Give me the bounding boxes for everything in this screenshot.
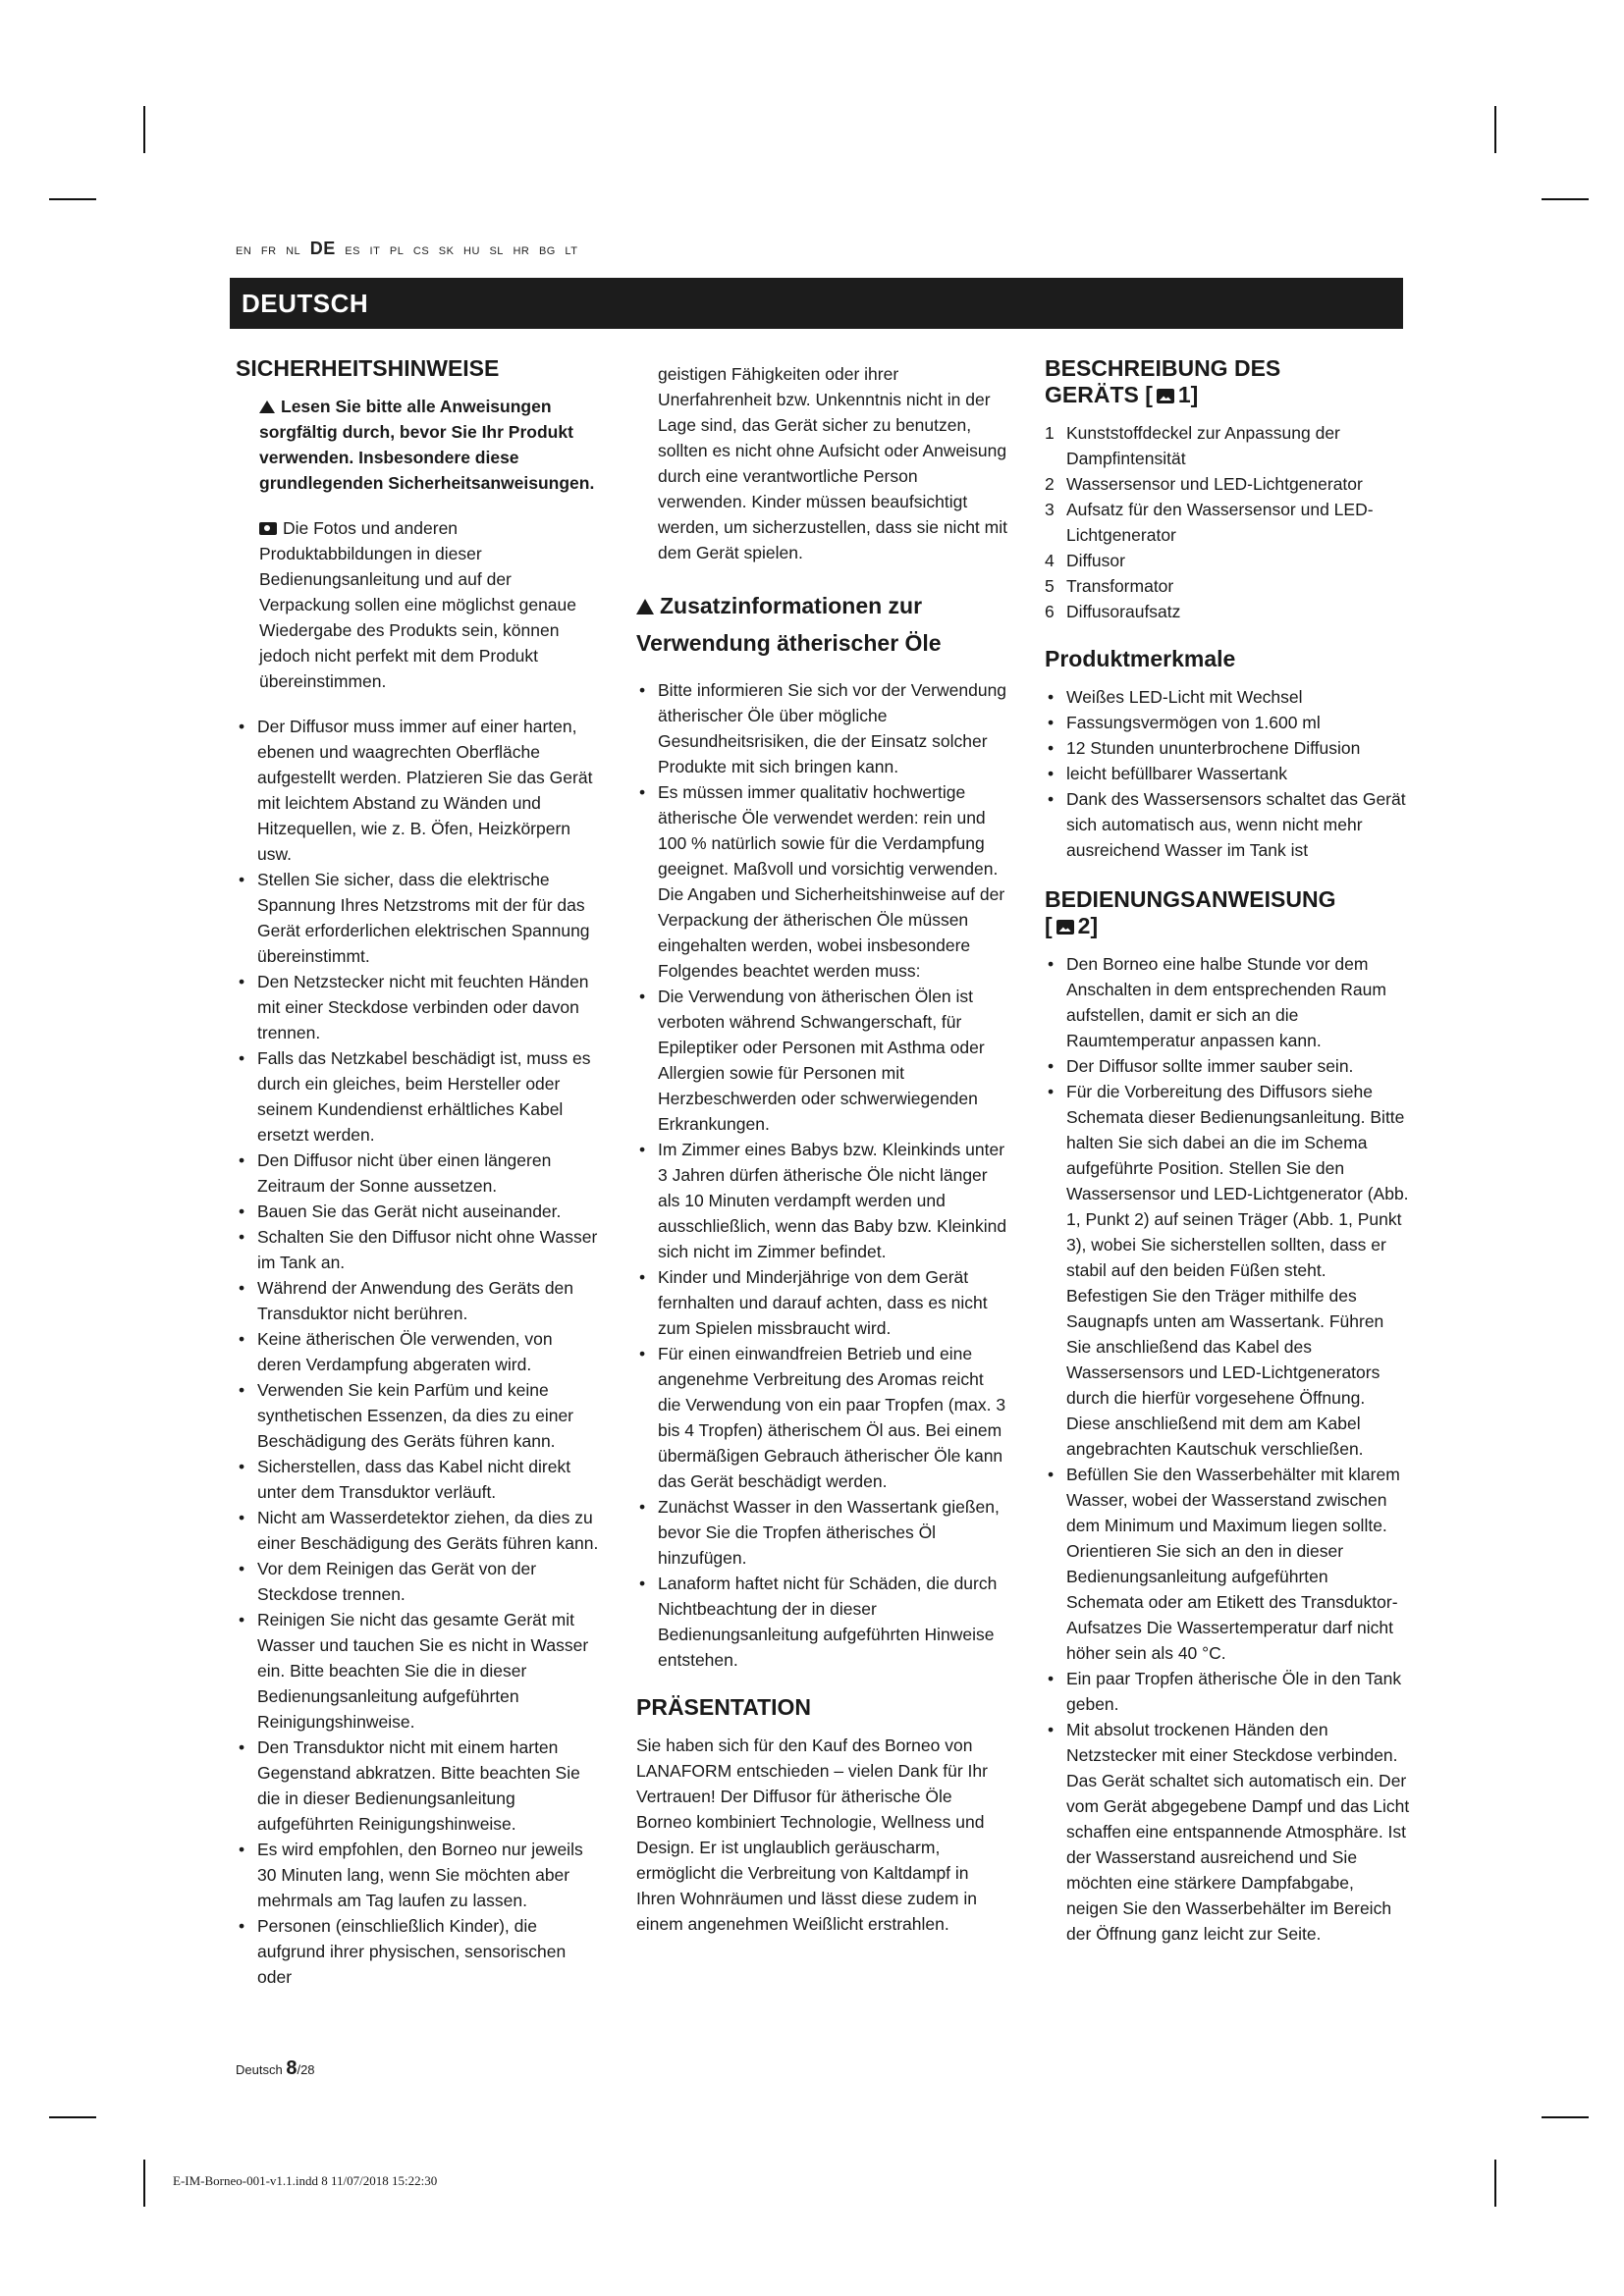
safety-warning xyxy=(259,394,599,496)
column-description xyxy=(1045,355,1410,1947)
usage-heading-line1: BEDIENUNGSANWEISUNG xyxy=(1045,886,1336,912)
page-title: DEUTSCH xyxy=(242,289,369,318)
list-item: • leicht befüllbarer Wassertank xyxy=(1045,761,1410,786)
lang-code: ES xyxy=(345,245,360,257)
lang-code: LT xyxy=(565,245,578,257)
camera-icon xyxy=(259,522,277,535)
list-item: • Lanaform haftet nicht für Schäden, die durch Nichtbeachtung der in dieser Bedienungsanleitung aufgeführten Hinweise entstehen. xyxy=(636,1571,1007,1673)
list-item: • Es wird empfohlen, den Borneo nur jeweils 30 Minuten lang, wenn Sie möchten aber mehrmals am Tag laufen zu lassen. xyxy=(236,1837,599,1913)
lang-code: SL xyxy=(489,245,504,257)
section-title-bar xyxy=(230,278,1403,329)
list-item xyxy=(1045,420,1410,471)
list-item: • Schalten Sie den Diffusor nicht ohne Wasser im Tank an. xyxy=(236,1224,599,1275)
list-item: • Es müssen immer qualitativ hochwertige ätherische Öle verwendet werden: rein und 100 % natürlich sowie für die Verdampfung geeignet. Maßvoll und vorsichtig verwenden. Die Angaben und Sicherheitshinweise auf der Verpackung der ätherischen Öle müssen eingehalten werden, wobei insbesondere Folgendes beachtet werden muss: xyxy=(636,779,1007,984)
part-label: Kunststoffdeckel zur Anpassung der Dampfintensität xyxy=(1066,423,1340,468)
list-item: • Ein paar Tropfen ätherische Öle in den Tank geben. xyxy=(1045,1666,1410,1717)
list-item: • Nicht am Wasserdetektor ziehen, da dies zu einer Beschädigung des Geräts führen kann. xyxy=(236,1505,599,1556)
list-item xyxy=(1045,497,1410,548)
part-number: 6 xyxy=(1045,602,1055,621)
usage-heading xyxy=(1045,886,1410,939)
image-icon xyxy=(1056,920,1074,934)
lang-code: EN xyxy=(236,245,252,257)
part-number: 5 xyxy=(1045,576,1055,596)
list-item: • Fassungsvermögen von 1.600 ml xyxy=(1045,710,1410,735)
list-item: • Verwenden Sie kein Parfüm und keine synthetischen Essenzen, da dies zu einer Beschädigung des Geräts führen kann. xyxy=(236,1377,599,1454)
lang-code: NL xyxy=(286,245,301,257)
usage-heading-line2: [ xyxy=(1045,913,1053,938)
list-item: • Den Transduktor nicht mit einem harten Gegenstand abkratzen. Bitte beachten Sie die in dieser Bedienungsanleitung aufgeführten Reinigungshinweise. xyxy=(236,1735,599,1837)
part-number: 3 xyxy=(1045,500,1055,519)
usage-list xyxy=(1045,951,1410,1947)
list-item: • Der Diffusor sollte immer sauber sein. xyxy=(1045,1053,1410,1079)
photo-note xyxy=(259,515,599,694)
list-item: • Den Borneo eine halbe Stunde vor dem Anschalten in dem entsprechenden Raum aufstellen, damit er sich an die Raumtemperatur anpassen kann. xyxy=(1045,951,1410,1053)
features-heading: Produktmerkmale xyxy=(1045,646,1236,671)
list-item: • Weißes LED-Licht mit Wechsel xyxy=(1045,684,1410,710)
column-oils xyxy=(636,361,1007,1937)
part-number: 1 xyxy=(1045,423,1055,443)
list-item xyxy=(1045,573,1410,599)
lang-code-active: DE xyxy=(309,239,336,258)
photo-note-text: Die Fotos und anderen Produktabbildungen in dieser Bedienungsanleitung und auf der Verpackung sollen eine möglichst genaue Wiedergabe des Produkts sein, können jedoch nicht perfekt mit dem Produkt übereinstimmen. xyxy=(259,518,576,691)
crop-mark xyxy=(1494,2160,1496,2207)
presentation-text: Sie haben sich für den Kauf des Borneo von LANAFORM entschieden – vielen Dank für Ihr Vertrauen! Der Diffusor für ätherische Öle Borneo kombiniert Technologie, Wellness und Design. Er ist unglaublich geräuscharm, ermöglicht die Verbreitung von Kaltdampf in Ihren Wohnräumen und lässt diese zudem in einem angenehmen Weißlicht erstrahlen. xyxy=(636,1735,988,1934)
list-item: • Zunächst Wasser in den Wassertank gießen, bevor Sie die Tropfen ätherisches Öl hinzufügen. xyxy=(636,1494,1007,1571)
language-bar xyxy=(236,239,583,259)
oils-list xyxy=(636,677,1007,1673)
lang-code: FR xyxy=(260,245,277,257)
list-item: • Befüllen Sie den Wasserbehälter mit klarem Wasser, wobei der Wasserstand zwischen dem Minimum und Maximum liegen sollte. Orientieren Sie sich an den in dieser Bedienungsanleitung aufgeführten Schemata oder am Etikett des Transduktor-Aufsatzes Die Wassertemperatur darf nicht höher sein als 40 °C. xyxy=(1045,1462,1410,1666)
lang-code: HR xyxy=(513,245,530,257)
list-item: • Vor dem Reinigen das Gerät von der Steckdose trennen. xyxy=(236,1556,599,1607)
crop-mark xyxy=(1542,2116,1589,2118)
crop-mark xyxy=(1494,106,1496,153)
page-number: 8 xyxy=(286,2057,298,2079)
oils-heading-text: Zusatzinformationen zur Verwendung ätherischer Öle xyxy=(636,593,942,656)
features-list xyxy=(1045,684,1410,863)
safety-continuation: geistigen Fähigkeiten oder ihrer Unerfahrenheit bzw. Unkenntnis nicht in der Lage sind, das Gerät sicher zu benutzen, sollten es nicht ohne Aufsicht oder Anweisung durch eine verantwortliche Person verwenden. Kinder müssen beaufsichtigt werden, um sicherzustellen, dass sie nicht mit dem Gerät spielen. xyxy=(658,364,1007,562)
page-footer xyxy=(236,2057,315,2080)
list-item: • Keine ätherischen Öle verwenden, von deren Verdampfung abgeraten wird. xyxy=(236,1326,599,1377)
parts-list xyxy=(1045,420,1410,624)
description-heading-line2: GERÄTS [ xyxy=(1045,382,1153,407)
warning-text: Lesen Sie bitte alle Anweisungen sorgfältig durch, bevor Sie Ihr Produkt verwenden. Insbesondere diese grundlegenden Sicherheitsanweisungen. xyxy=(259,397,595,493)
list-item: • Die Verwendung von ätherischen Ölen ist verboten während Schwangerschaft, für Epileptiker oder Personen mit Asthma oder Allergien sowie für Personen mit Herzbeschwerden oder schwerwiegenden Erkrankungen. xyxy=(636,984,1007,1137)
part-label: Diffusoraufsatz xyxy=(1066,602,1181,621)
list-item: • Reinigen Sie nicht das gesamte Gerät mit Wasser und tauchen Sie es nicht in Wasser ein. Bitte beachten Sie die in dieser Bedienungsanleitung aufgeführten Reinigungshinweise. xyxy=(236,1607,599,1735)
list-item xyxy=(1045,548,1410,573)
column-safety xyxy=(236,355,599,1990)
list-item: • Bauen Sie das Gerät nicht auseinander. xyxy=(236,1199,599,1224)
warning-icon xyxy=(259,400,275,413)
crop-mark xyxy=(49,2116,96,2118)
list-item: • Den Netzstecker nicht mit feuchten Händen mit einer Steckdose verbinden oder davon trennen. xyxy=(236,969,599,1045)
list-item: • Bitte informieren Sie sich vor der Verwendung ätherischer Öle über mögliche Gesundheitsrisiken, die der Einsatz solcher Produkte mit sich bringen kann. xyxy=(636,677,1007,779)
description-heading xyxy=(1045,355,1410,408)
warning-icon xyxy=(636,599,654,614)
usage-heading-ref: 2] xyxy=(1077,913,1099,938)
list-item: • Den Diffusor nicht über einen längeren Zeitraum der Sonne aussetzen. xyxy=(236,1148,599,1199)
list-item: • Mit absolut trockenen Händen den Netzstecker mit einer Steckdose verbinden. Das Gerät schaltet sich automatisch ein. Der vom Gerät abgegebene Dampf und das Licht schaffen eine entspannende Atmosphäre. Ist der Wasserstand ausreichend und Sie möchten eine stärkere Dampfabgabe, neigen Sie den Wasserbehälter im Bereich der Öffnung ganz leicht zur Seite. xyxy=(1045,1717,1410,1947)
lang-code: CS xyxy=(412,245,430,257)
presentation-heading: PRÄSENTATION xyxy=(636,1694,812,1720)
print-slug: E-IM-Borneo-001-v1.1.indd 8 11/07/2018 15:22:30 xyxy=(173,2173,438,2188)
list-item: • Sicherstellen, dass das Kabel nicht direkt unter dem Transduktor verläuft. xyxy=(236,1454,599,1505)
part-label: Transformator xyxy=(1066,576,1174,596)
list-item: • Für die Vorbereitung des Diffusors siehe Schemata dieser Bedienungsanleitung. Bitte halten Sie sich dabei an die im Schema aufgeführte Position. Stellen Sie den Wassersensor und LED-Lichtgenerator (Abb. 1, Punkt 2) auf seinen Träger (Abb. 1, Punkt 3), wobei Sie sicherstellen sollten, dass er stabil auf den beiden Füßen steht. Befestigen Sie den Träger mithilfe des Saugnapfs unten am Wassertank. Führen Sie anschließend das Kabel des Wassersensors und LED-Lichtgenerators durch die hierfür vorgesehene Öffnung. Diese anschließend mit dem am Kabel angebrachten Kautschuk verschließen. xyxy=(1045,1079,1410,1462)
list-item: • Personen (einschließlich Kinder), die aufgrund ihrer physischen, sensorischen oder xyxy=(236,1913,599,1990)
part-number: 4 xyxy=(1045,551,1055,570)
list-item: • Dank des Wassersensors schaltet das Gerät sich automatisch aus, wenn nicht mehr ausreichend Wasser im Tank ist xyxy=(1045,786,1410,863)
list-item xyxy=(1045,599,1410,624)
list-item: • Kinder und Minderjährige von dem Gerät fernhalten und darauf achten, dass es nicht zum Spielen missbraucht wird. xyxy=(636,1264,1007,1341)
part-number: 2 xyxy=(1045,474,1055,494)
image-icon xyxy=(1157,389,1174,403)
footer-label: Deutsch xyxy=(236,2062,283,2077)
lang-code: PL xyxy=(389,245,405,257)
list-item: • Falls das Netzkabel beschädigt ist, muss es durch ein gleiches, beim Hersteller oder seinem Kundendienst erhältliches Kabel ersetzt werden. xyxy=(236,1045,599,1148)
description-heading-ref: 1] xyxy=(1177,382,1199,407)
list-item: • Der Diffusor muss immer auf einer harten, ebenen und waagrechten Oberfläche aufgestellt werden. Platzieren Sie das Gerät mit leichtem Abstand zu Wänden und Hitzequellen, wie z. B. Öfen, Heizkörpern usw. xyxy=(236,714,599,867)
list-item: • Während der Anwendung des Geräts den Transduktor nicht berühren. xyxy=(236,1275,599,1326)
crop-mark xyxy=(143,106,145,153)
description-heading-line1: BESCHREIBUNG DES xyxy=(1045,355,1281,381)
list-item: • Für einen einwandfreien Betrieb und eine angenehme Verbreitung des Aromas reicht die Verwendung von ein paar Tropfen (max. 3 bis 4 Tropfen) ätherischem Öl aus. Bei einem übermäßigen Gebrauch ätherischer Öle kann das Gerät beschädigt werden. xyxy=(636,1341,1007,1494)
safety-list xyxy=(236,714,599,1990)
list-item: • Im Zimmer eines Babys bzw. Kleinkinds unter 3 Jahren dürfen ätherische Öle nicht länger als 10 Minuten verdampft werden und ausschließlich, wenn das Baby bzw. Kleinkind sich nicht im Zimmer befindet. xyxy=(636,1137,1007,1264)
crop-mark xyxy=(49,198,96,200)
oils-heading xyxy=(636,587,1007,662)
lang-code: SK xyxy=(438,245,455,257)
list-item xyxy=(1045,471,1410,497)
safety-heading: SICHERHEITSHINWEISE xyxy=(236,355,500,381)
part-label: Aufsatz für den Wassersensor und LED-Lichtgenerator xyxy=(1066,500,1374,545)
part-label: Wassersensor und LED-Lichtgenerator xyxy=(1066,474,1363,494)
lang-code: HU xyxy=(463,245,480,257)
list-item: • 12 Stunden ununterbrochene Diffusion xyxy=(1045,735,1410,761)
crop-mark xyxy=(143,2160,145,2207)
crop-mark xyxy=(1542,198,1589,200)
lang-code: BG xyxy=(538,245,556,257)
list-item: • Stellen Sie sicher, dass die elektrische Spannung Ihres Netzstroms mit der für das Gerät erforderlichen elektrischen Spannung übereinstimmt. xyxy=(236,867,599,969)
lang-code: IT xyxy=(369,245,381,257)
part-label: Diffusor xyxy=(1066,551,1125,570)
page-total: /28 xyxy=(297,2062,315,2077)
